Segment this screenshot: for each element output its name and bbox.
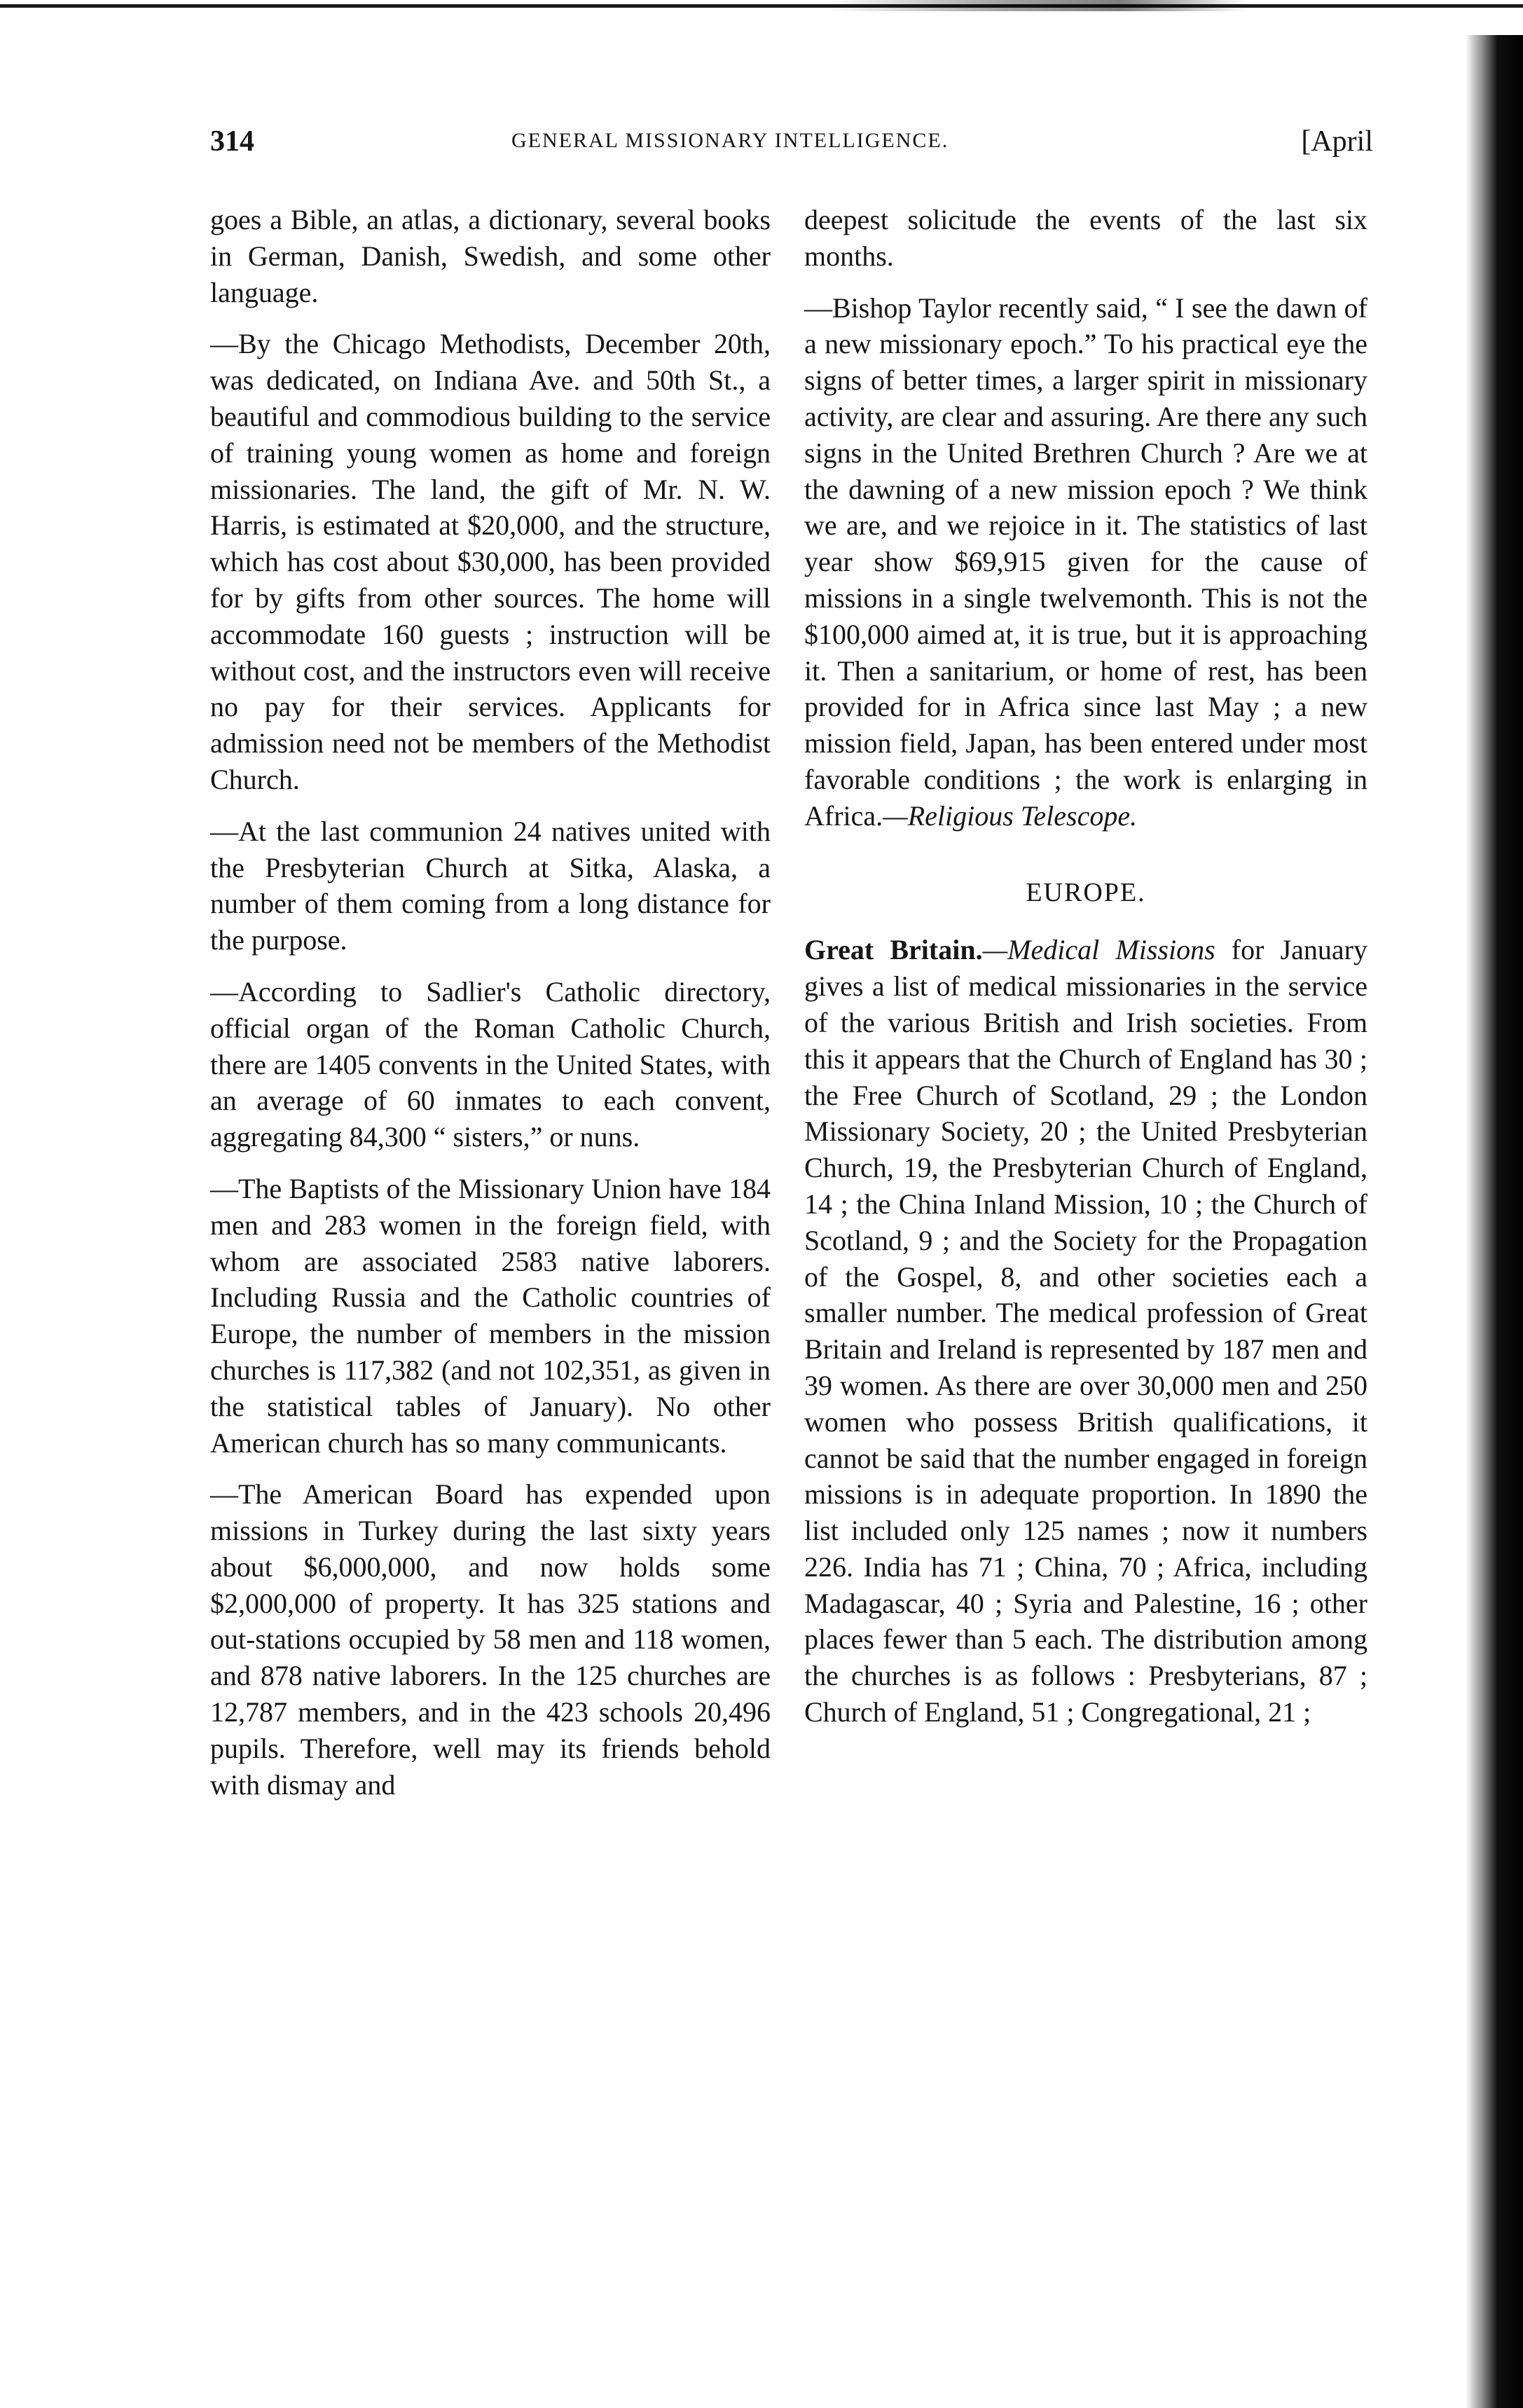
publication-title: —Medical Missions <box>982 934 1215 966</box>
left-column <box>210 202 771 1818</box>
paragraph: —The American Board has expended upon missions in Turkey during the last sixty years about $6,000,000, and now holds some $2,000,000 of property. It has 325 stations and out-stations occupied by 58 men and 118 women, and 878 native laborers. In the 125 churches are 12,787 members, and in the 423 schools 20,496 pupils. Therefore, well may its friends behold with dismay and <box>210 1478 771 1801</box>
paragraph-text: for January gives a list of medical missionaries in the service of the various British and Irish societies. From this it appears that the Church of England has 30 ; the Free Church of Scotland, 29 ; the London Missionary Society, 20 ; the United Presbyterian Church, 19, the Presbyterian Church of England, 14 ; the China Inland Mission, 10 ; the Church of Scotland, 9 ; and the Society for the Propagation of the Gospel, 8, and other societies each a smaller number. The medical profession of Great Britain and Ireland is represented by 187 men and 39 women. As there are over 30,000 men and 250 women who possess British qualifications, it cannot be said that the number engaged in foreign missions is in adequate proportion. In 1890 the list included only 125 names ; now it numbers 226. India has 71 ; China, 70 ; Africa, including Madagascar, 40 ; Syria and Palestine, 16 ; other places fewer than 5 each. The distribution among the churches is as follows : Presbyterians, 87 ; Church of England, 51 ; Congregational, 21 ; <box>804 934 1367 1728</box>
paragraph-text: —Bishop Taylor recently said, “ I see the dawn of a new missionary epoch.” To his practical eye the signs of better times, a larger spirit in missionary activity, are clear and assuring. Are there any such signs in the United Brethren Church ? Are we at the dawning of a new mission epoch ? We think we are, and we rejoice in it. The statistics of last year show $69,915 given for the cause of missions in a single twelvemonth. This is not the $100,000 aimed at, it is true, but it is approaching it. Then a sanitarium, or home of rest, has been provided for in Africa since last May ; a new mission field, Japan, has been entered under most favorable conditions ; the work is enlarging in Africa. <box>804 291 1367 832</box>
country-heading: Great Britain. <box>804 934 983 966</box>
paragraph <box>804 290 1367 834</box>
top-border-line <box>0 4 1523 8</box>
scan-smudge <box>827 0 1247 11</box>
paragraph: deepest solicitude the events of the last six months. <box>804 204 1367 272</box>
page-number: 314 <box>210 125 254 158</box>
right-column <box>804 202 1367 1746</box>
scan-right-edge-shadow <box>1466 35 1523 2408</box>
paragraph: —At the last communion 24 natives united with the Presbyterian Church at Sitka, Alaska, a number of them coming from a long distance for the purpose. <box>210 815 771 956</box>
issue-month: [April <box>1301 125 1373 158</box>
paragraph: goes a Bible, an atlas, a dictionary, several books in German, Danish, Swedish, and some other language. <box>210 204 771 308</box>
paragraph: —The Baptists of the Missionary Union have 184 men and 283 women in the foreign field, with whom are associated 2583 native laborers. Including Russia and the Catholic countries of Europe, the number of members in the mission churches is 117,382 (and not 102,351, as given in the statistical tables of January). No other American church has so many communicants. <box>210 1172 771 1459</box>
source-citation: —Religious Telescope. <box>883 799 1138 832</box>
running-header <box>210 125 1373 167</box>
running-title: GENERAL MISSIONARY INTELLIGENCE. <box>511 129 949 152</box>
section-heading: EUROPE. <box>1026 877 1146 907</box>
paragraph <box>804 932 1367 1731</box>
paragraph: —According to Sadlier's Catholic directory, official organ of the Roman Catholic Church, there are 1405 convents in the United States, with an average of 60 inmates to each convent, aggregating 84,300 “ sisters,” or nuns. <box>210 975 771 1153</box>
paragraph: —By the Chicago Methodists, December 20th, was dedicated, on Indiana Ave. and 50th St., a beautiful and commodious building to the service of training young women as home and foreign missionaries. The land, the gift of Mr. N. W. Harris, is estimated at $20,000, and the structure, which has cost about $30,000, has been provided for by gifts from other sources. The home will accommodate 160 guests ; instruction will be without cost, and the instructors even will receive no pay for their services. Applicants for admission need not be members of the Methodist Church. <box>210 328 771 795</box>
